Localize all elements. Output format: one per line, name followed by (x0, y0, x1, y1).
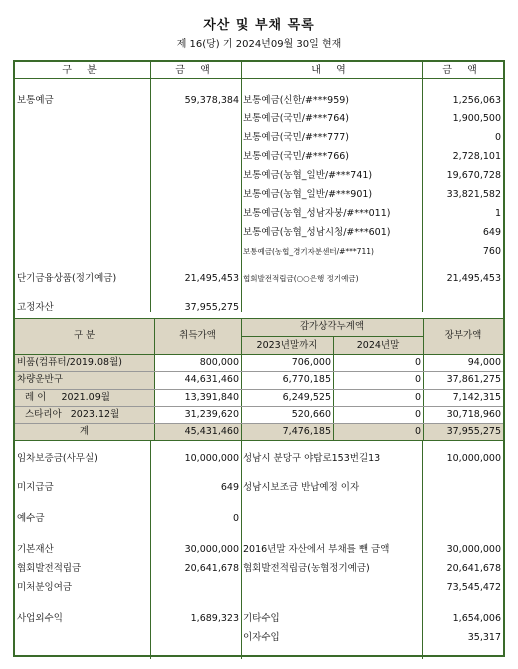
table-cell: 13,391,840 (184, 392, 239, 403)
table-cell: 94,000 (467, 357, 501, 368)
table-row: 차량운반구 (17, 374, 63, 385)
list-item: 사업외수익 (17, 613, 63, 624)
list-item-amount: 33,821,582 (446, 189, 501, 200)
table-cell: 44,631,460 (184, 374, 239, 385)
document-title: 자산 및 부채 목록 (203, 18, 315, 33)
short-term-desc: 협회발전적립금(○○은행 정기예금) (243, 274, 359, 283)
list-item: 보통예금(농협_성남시청/#***601) (243, 227, 391, 238)
header-amount: 금 액 (175, 65, 216, 76)
list-item-amount: 649 (482, 227, 501, 238)
list-item-detail: 1,654,006 (452, 613, 501, 624)
fixed-assets-label: 고정자산 (17, 302, 54, 313)
document-subtitle: 제 16(당) 기 2024년09월 30일 현재 (176, 39, 342, 50)
list-item-detail: 20,641,678 (446, 563, 501, 574)
table-cell: 0 (414, 426, 421, 437)
header-category: 구 분 (62, 65, 103, 76)
list-item-amount: 649 (220, 482, 239, 493)
table-cell: 6,249,525 (282, 392, 331, 403)
list-item-amount: 1,256,063 (452, 95, 501, 106)
list-item-desc: 기타수입 (243, 613, 280, 624)
table-cell: 37,861,275 (446, 374, 501, 385)
list-item-amount: 20,641,678 (184, 563, 239, 574)
short-term-detail-amount: 21,495,453 (446, 273, 501, 284)
list-item: 예수금 (17, 513, 45, 524)
list-item-desc: 2016년말 자산에서 부채를 뺀 금액 (243, 544, 390, 555)
bank-label: 보통예금 (17, 95, 54, 106)
dep-header-cost: 취득가액 (179, 330, 216, 341)
list-item-amount: 0 (494, 132, 501, 143)
list-item-desc: 이자수입 (243, 632, 280, 643)
table-cell: 706,000 (291, 357, 331, 368)
list-item-amount: 1,900,500 (452, 113, 501, 124)
list-item: 보통예금(농협_일반/#***741) (243, 170, 373, 181)
dep-header-category: 구 분 (73, 330, 96, 341)
dep-header-book-value: 장부가액 (444, 330, 482, 341)
table-cell: 0 (414, 409, 421, 420)
dep-header-2023: 2023년말까지 (256, 340, 318, 351)
list-item: 임차보증금(사무실) (17, 453, 98, 464)
list-item-amount: 19,670,728 (446, 170, 501, 181)
list-item-amount: 1 (494, 208, 501, 219)
dep-header-accumulated: 감가상각누계액 (299, 321, 365, 332)
list-item-detail: 10,000,000 (446, 453, 501, 464)
header-details: 내 역 (311, 65, 352, 76)
list-item-detail: 30,000,000 (446, 544, 501, 555)
list-item: 보통예금(국민/#***764) (243, 113, 350, 124)
list-item-amount: 760 (482, 246, 501, 257)
dep-header-2024: 2024년말 (356, 340, 400, 351)
list-item-amount: 2,728,101 (452, 151, 501, 162)
table-cell: 0 (414, 392, 421, 403)
list-item: 협회발전적립금 (17, 563, 82, 574)
list-item: 보통예금(국민/#***777) (243, 132, 350, 143)
short-term-amount: 21,495,453 (184, 273, 239, 284)
table-cell: 31,239,620 (184, 409, 239, 420)
table-cell: 520,660 (291, 409, 331, 420)
table-row: 비품(컴퓨터/2019.08월) (17, 357, 122, 368)
list-item: 보통예금(국민/#***766) (243, 151, 350, 162)
table-cell: 7,142,315 (452, 392, 501, 403)
table-cell: 800,000 (199, 357, 239, 368)
bank-amount: 59,378,384 (184, 95, 239, 106)
table-row: 레 이 2021.09월 (25, 392, 110, 403)
table-cell: 45,431,460 (184, 426, 239, 437)
table-header (15, 62, 503, 79)
list-item-amount: 30,000,000 (184, 544, 239, 555)
table-cell: 37,955,275 (446, 426, 501, 437)
list-item: 기본재산 (17, 544, 54, 555)
list-item-desc: 협회발전적립금(농협정기예금) (243, 563, 370, 574)
asset-liability-sheet (13, 60, 505, 657)
table-row-total: 계 (79, 426, 90, 437)
list-item-detail (422, 480, 501, 496)
list-item-detail: 73,545,472 (446, 582, 501, 593)
list-item: 보통예금(신한/#***959) (243, 95, 350, 106)
table-row: 스타리아 2023.12월 (25, 409, 120, 420)
list-item-detail: 35,317 (467, 632, 501, 643)
short-term-label: 단기금융상품(정기예금) (17, 273, 117, 284)
list-item: 보통예금(농협_성남자붕/#***011) (243, 208, 391, 219)
header-detail-amount: 금 액 (442, 65, 483, 76)
list-item-amount: 0 (232, 513, 239, 524)
list-item: 보통예금(농협_경기자분센터/#***711) (243, 247, 374, 256)
table-cell: 0 (414, 357, 421, 368)
list-item-desc: 성남시보조금 반납예정 이자 (243, 482, 360, 493)
fixed-assets-amount: 37,955,275 (184, 302, 239, 313)
list-item: 미지급금 (17, 482, 54, 493)
list-item-amount: 1,689,323 (190, 613, 239, 624)
table-cell: 6,770,185 (282, 374, 331, 385)
table-cell: 0 (414, 374, 421, 385)
list-item-desc: 성남시 분당구 야탑로153번길13 (243, 453, 381, 464)
table-cell: 30,718,960 (446, 409, 501, 420)
list-item: 보통예금(농협_일반/#***901) (243, 189, 373, 200)
list-item: 미처분잉여금 (17, 582, 73, 593)
list-item-amount: 10,000,000 (184, 453, 239, 464)
table-cell: 7,476,185 (282, 426, 331, 437)
